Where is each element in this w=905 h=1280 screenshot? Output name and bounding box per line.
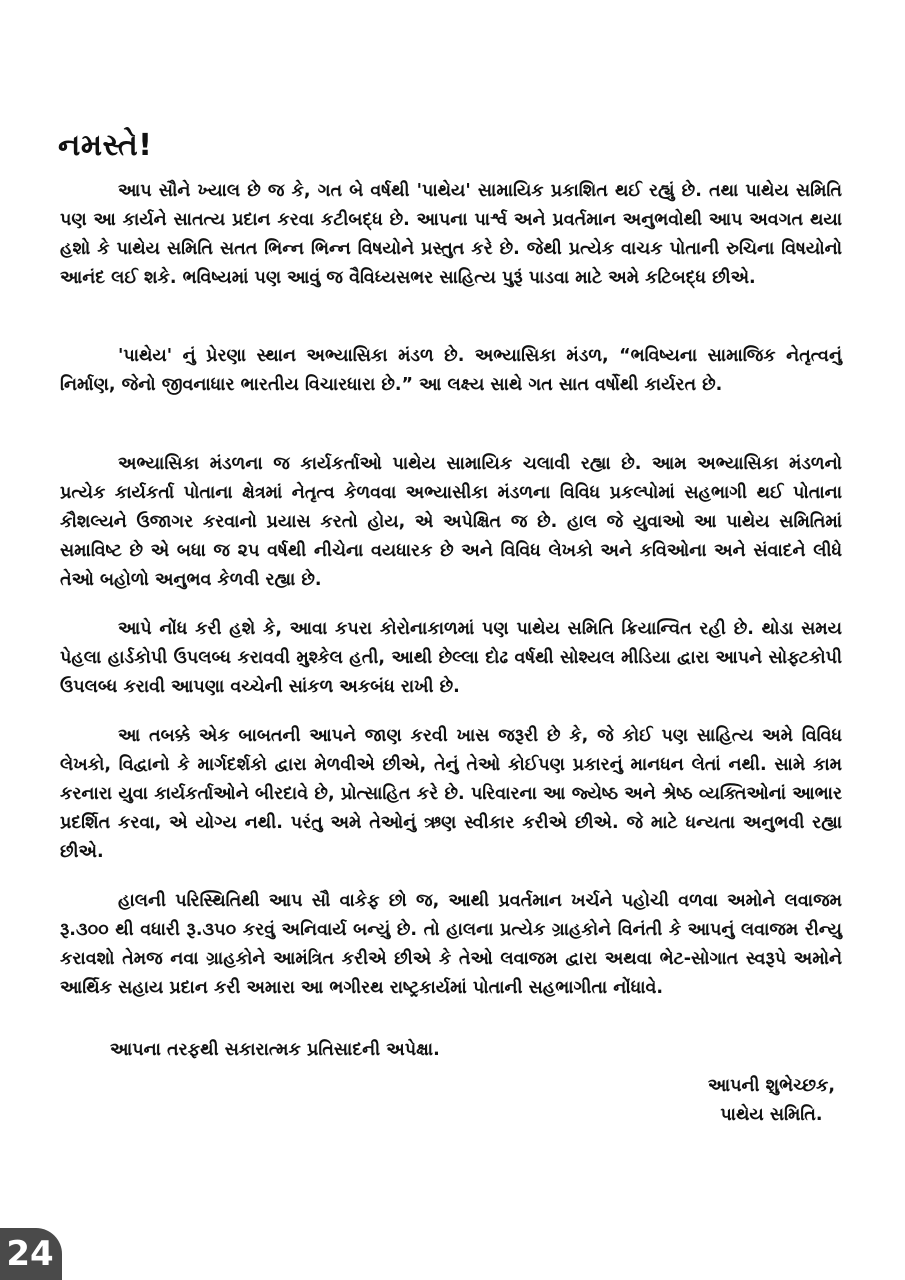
- paragraph-1: આપ સૌને ખ્યાલ છે જ કે, ગત બે વર્ષથી 'પાથેય' સામાયિક પ્રકાશિત થઈ રહ્યું છે. તથા પાથેય સમિતિ પણ આ કાર્યને સાતત્ય પ્રદાન કરવા કટીબદ્ધ છે. આપના પાર્શ્વ અને પ્રવર્તમાન અનુભવોથી આપ અવગત થયા હશો કે પાથેય સમિતિ સતત ભિન્ન ભિન્ન વિષયોને પ્રસ્તુત કરે છે. જેથી પ્રત્યેક વાચક પોતાની રુચિના વિષયોનો આનંદ લઈ શકે. ભવિષ્યમાં પણ આવું જ વૈવિધ્યસભર સાહિત્ય પુરૂં પાડવા માટે અમે કટિબદ્ધ છીએ.: [60, 181, 842, 288]
- paragraph-2: 'પાથેય' નું પ્રેરણા સ્થાન અભ્યાસિકા મંડળ છે. અભ્યાસિકા મંડળ, “ભવિષ્યના સામાજિક નેતૃત્વનું નિર્માણ, જેનો જીવનાધાર ભારતીય વિચારધારા છે.” આ લક્ષ્ય સાથે ગત સાત વર્ષોથી કાર્યરત છે.: [60, 346, 842, 395]
- page-number-badge: 24: [0, 1228, 62, 1280]
- closing-line: આપના તરફથી સકારાત્મક પ્રતિસાદની અપેક્ષા.: [110, 1040, 440, 1060]
- paragraph-4: આપે નોંધ કરી હશે કે, આવા કપરા કોરોનાકાળમાં પણ પાથેય સમિતિ ક્રિયાન્વિત રહી છે. થોડા સમય પેહલા હાર્ડકોપી ઉપલબ્ધ કરાવવી મુશ્કેલ હતી, આથી છેલ્લા દોઢ વર્ષથી સોશ્યલ મીડિયા દ્વારા આપને સોફ્ટકોપી ઉપલબ્ધ કરાવી આપણા વચ્ચેની સાંકળ અકબંધ રાખી છે.: [60, 619, 842, 697]
- paragraph-5: આ તબક્કે એક બાબતની આપને જાણ કરવી ખાસ જરૂરી છે કે, જે કોઈ પણ સાહિત્ય અમે વિવિધ લેખકો, વિદ્વાનો કે માર્ગદર્શકો દ્વારા મેળવીએ છીએ, તેનું તેઓ કોઈપણ પ્રકારનું માનધન લેતાં નથી. સામે કામ કરનારા યુવા કાર્યકર્તાઓને બીરદાવે છે, પ્રોત્સાહિત કરે છે. પરિવારના આ જ્યેષ્ઠ અને શ્રેષ્ઠ વ્યક્તિઓનાં આભાર પ્રદર્શિત કરવા, એ યોગ્ય નથી. પરંતુ અમે તેઓનું ઋણ સ્વીકાર કરીએ છીએ. જે માટે ધન્યતા અનુભવી રહ્યા છીએ.: [60, 726, 842, 862]
- signature-line-2: પાથેય સમિતિ.: [720, 1105, 823, 1125]
- signature-block: [708, 1072, 835, 1130]
- greeting-heading: નમસ્તે!: [58, 128, 153, 163]
- signature-line-1: આપની શુભેચ્છક,: [707, 1076, 835, 1096]
- paragraph-3: અભ્યાસિકા મંડળના જ કાર્યકર્તાઓ પાથેય સામાયિક ચલાવી રહ્યા છે. આમ અભ્યાસિકા મંડળનો પ્રત્યેક કાર્યકર્તા પોતાના ક્ષેત્રમાં નેતૃત્વ કેળવવા અભ્યાસીકા મંડળના વિવિધ પ્રકલ્પોમાં સહભાગી થઈ પોતાના કૌશલ્યને ઉજાગર કરવાનો પ્રયાસ કરતો હોય, એ અપેક્ષિત જ છે. હાલ જે યુવાઓ આ પાથેય સમિતિમાં સમાવિષ્ટ છે એ બધા જ ૨૫ વર્ષથી નીચેના વયધારક છે અને વિવિધ લેખકો અને કવિઓના અને સંવાદને લીધે તેઓ બહોળો અનુભવ કેળવી રહ્યા છે.: [60, 454, 842, 590]
- paragraph-6: હાલની પરિસ્થિતિથી આપ સૌ વાકેફ છો જ, આથી પ્રવર્તમાન ખર્ચને પહોચી વળવા અમોને લવાજમ રૂ.૩૦૦ થી વધારી રૂ.૩૫૦ કરવું અનિવાર્ય બન્યું છે. તો હાલના પ્રત્યેક ગ્રાહકોને વિનંતી કે આપનું લવાજમ રીન્યુ કરાવશો તેમજ નવા ગ્રાહકોને આમંત્રિત કરીએ છીએ કે તેઓ લવાજમ દ્વારા અથવા ભેટ-સોગાત સ્વરૂપે અમોને આર્થિક સહાય પ્રદાન કરી અમારા આ ભગીરથ રાષ્ટ્રકાર્યમાં પોતાની સહભાગીતા નોંધાવે.: [60, 891, 842, 998]
